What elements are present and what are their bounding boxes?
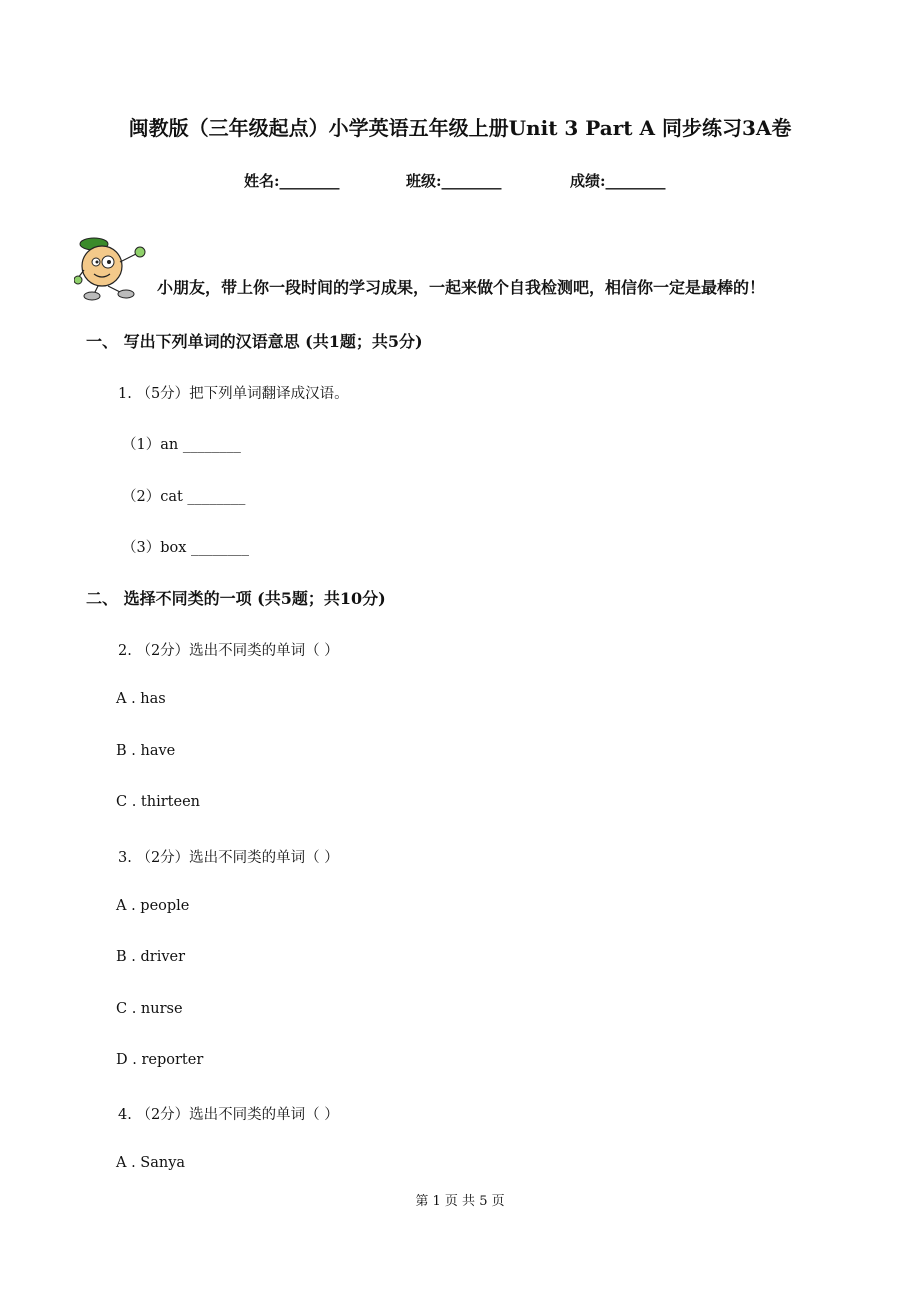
page-title: 闽教版（三年级起点）小学英语五年级上册Unit 3 Part A 同步练习3A卷 — [128, 116, 792, 140]
page-footer: 第 1 页 共 5 页 — [415, 1194, 505, 1209]
question-3-option: B . driver — [116, 949, 186, 965]
question-1-item: （3）box ________ — [122, 540, 250, 556]
question-3-stem: 3. （2分）选出不同类的单词（ ） — [118, 850, 339, 866]
question-1-item: （1）an ________ — [122, 437, 241, 453]
mascot-illustration — [74, 236, 154, 302]
section-1-heading: 一、 写出下列单词的汉语意思 (共1题；共5分) — [86, 332, 423, 351]
class-field: 班级:________ — [406, 172, 502, 190]
greeting-text: 小朋友，带上你一段时间的学习成果，一起来做个自我检测吧，相信你一定是最棒的！ — [157, 278, 766, 297]
name-field: 姓名:________ — [244, 172, 340, 190]
question-3-option: C . nurse — [116, 1001, 183, 1017]
question-3-option: A . people — [116, 898, 190, 914]
question-2-option: B . have — [116, 743, 176, 759]
question-1-item: （2）cat ________ — [122, 489, 246, 505]
question-4-stem: 4. （2分）选出不同类的单词（ ） — [118, 1107, 339, 1123]
score-field: 成绩:________ — [570, 172, 666, 190]
question-2-stem: 2. （2分）选出不同类的单词（ ） — [118, 643, 339, 659]
question-4-option: A . Sanya — [116, 1155, 186, 1171]
section-2-heading: 二、 选择不同类的一项 (共5题；共10分) — [86, 589, 386, 608]
question-3-option: D . reporter — [116, 1052, 204, 1068]
question-2-option: C . thirteen — [116, 794, 200, 810]
question-2-option: A . has — [116, 691, 166, 707]
question-1-stem: 1. （5分）把下列单词翻译成汉语。 — [118, 386, 349, 402]
